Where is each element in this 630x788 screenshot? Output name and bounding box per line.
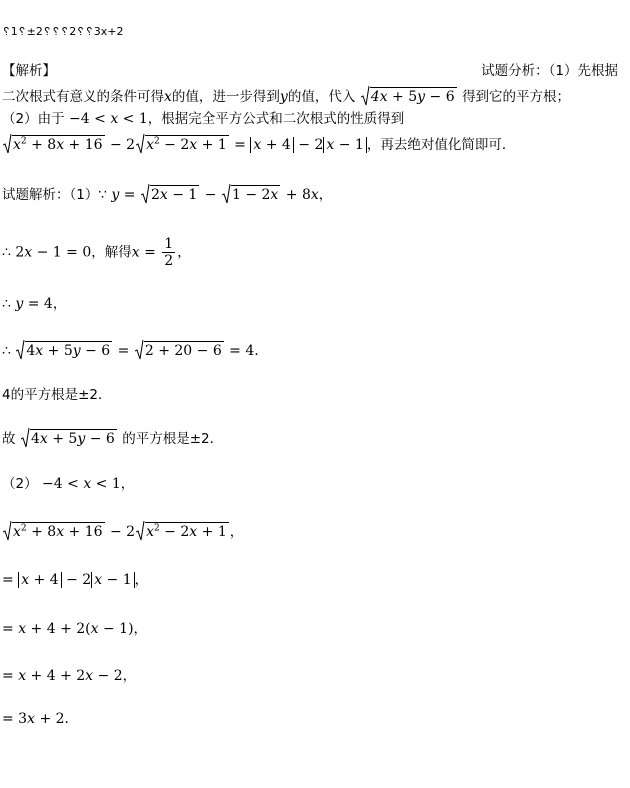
conclusion-line: 故 4x + 5y − 6 的平方根是±2． [2, 428, 223, 449]
solution-line-1: 试题解析：（1）∵ y = 2x − 1 − 1 − 2x + 8x， [2, 184, 332, 205]
part2-line-6: = 3x + 2. [2, 711, 69, 727]
analysis-tag: 【解析】 [2, 63, 56, 79]
header-garbled-text: ␦1␦±2␦␦␦2␦␦3x+2 [2, 25, 124, 38]
solution-line-3: ∴ y = 4， [2, 296, 67, 312]
solution-line-2: ∴ 2x − 1 = 0，解得x = $\frac{1}{2}$ ， [2, 236, 191, 269]
part2-line-2: $x^2 + 8x + 16 - 2$ $x^2 - 2x + 1$ ， [2, 521, 243, 542]
solution-line-4: ∴ 4x + 5y − 6 = 2 + 20 − 6 = 4. [2, 340, 259, 361]
analysis-line-2: 二次根式有意义的条件可得x的值，进一步得到y的值，代入 4x + 5y − 6 得到它的平方根； [2, 86, 570, 107]
part2-line-1: （2） −4 < x < 1， [2, 476, 135, 492]
part2-line-4: = x + 4 + 2(x − 1)， [2, 621, 148, 637]
part2-line-5: = x + 4 + 2x − 2， [2, 668, 137, 684]
analysis-title: 试题分析：（1）先根据 [481, 63, 618, 79]
answer-square-root-of-4: 4的平方根是±2． [2, 387, 112, 403]
part2-line-3: = x + 4 − 2 x − 1 ， [2, 572, 149, 588]
analysis-line-4: $x^2 + 8x + 16 - 2$ $x^2 - 2x + 1 = x + 4 - 2$ x − 1 ，再去绝对值化简即可． [2, 134, 515, 155]
analysis-line-3: （2）由于 −4 < x < 1，根据完全平方公式和二次根式的性质得到 [2, 111, 405, 127]
